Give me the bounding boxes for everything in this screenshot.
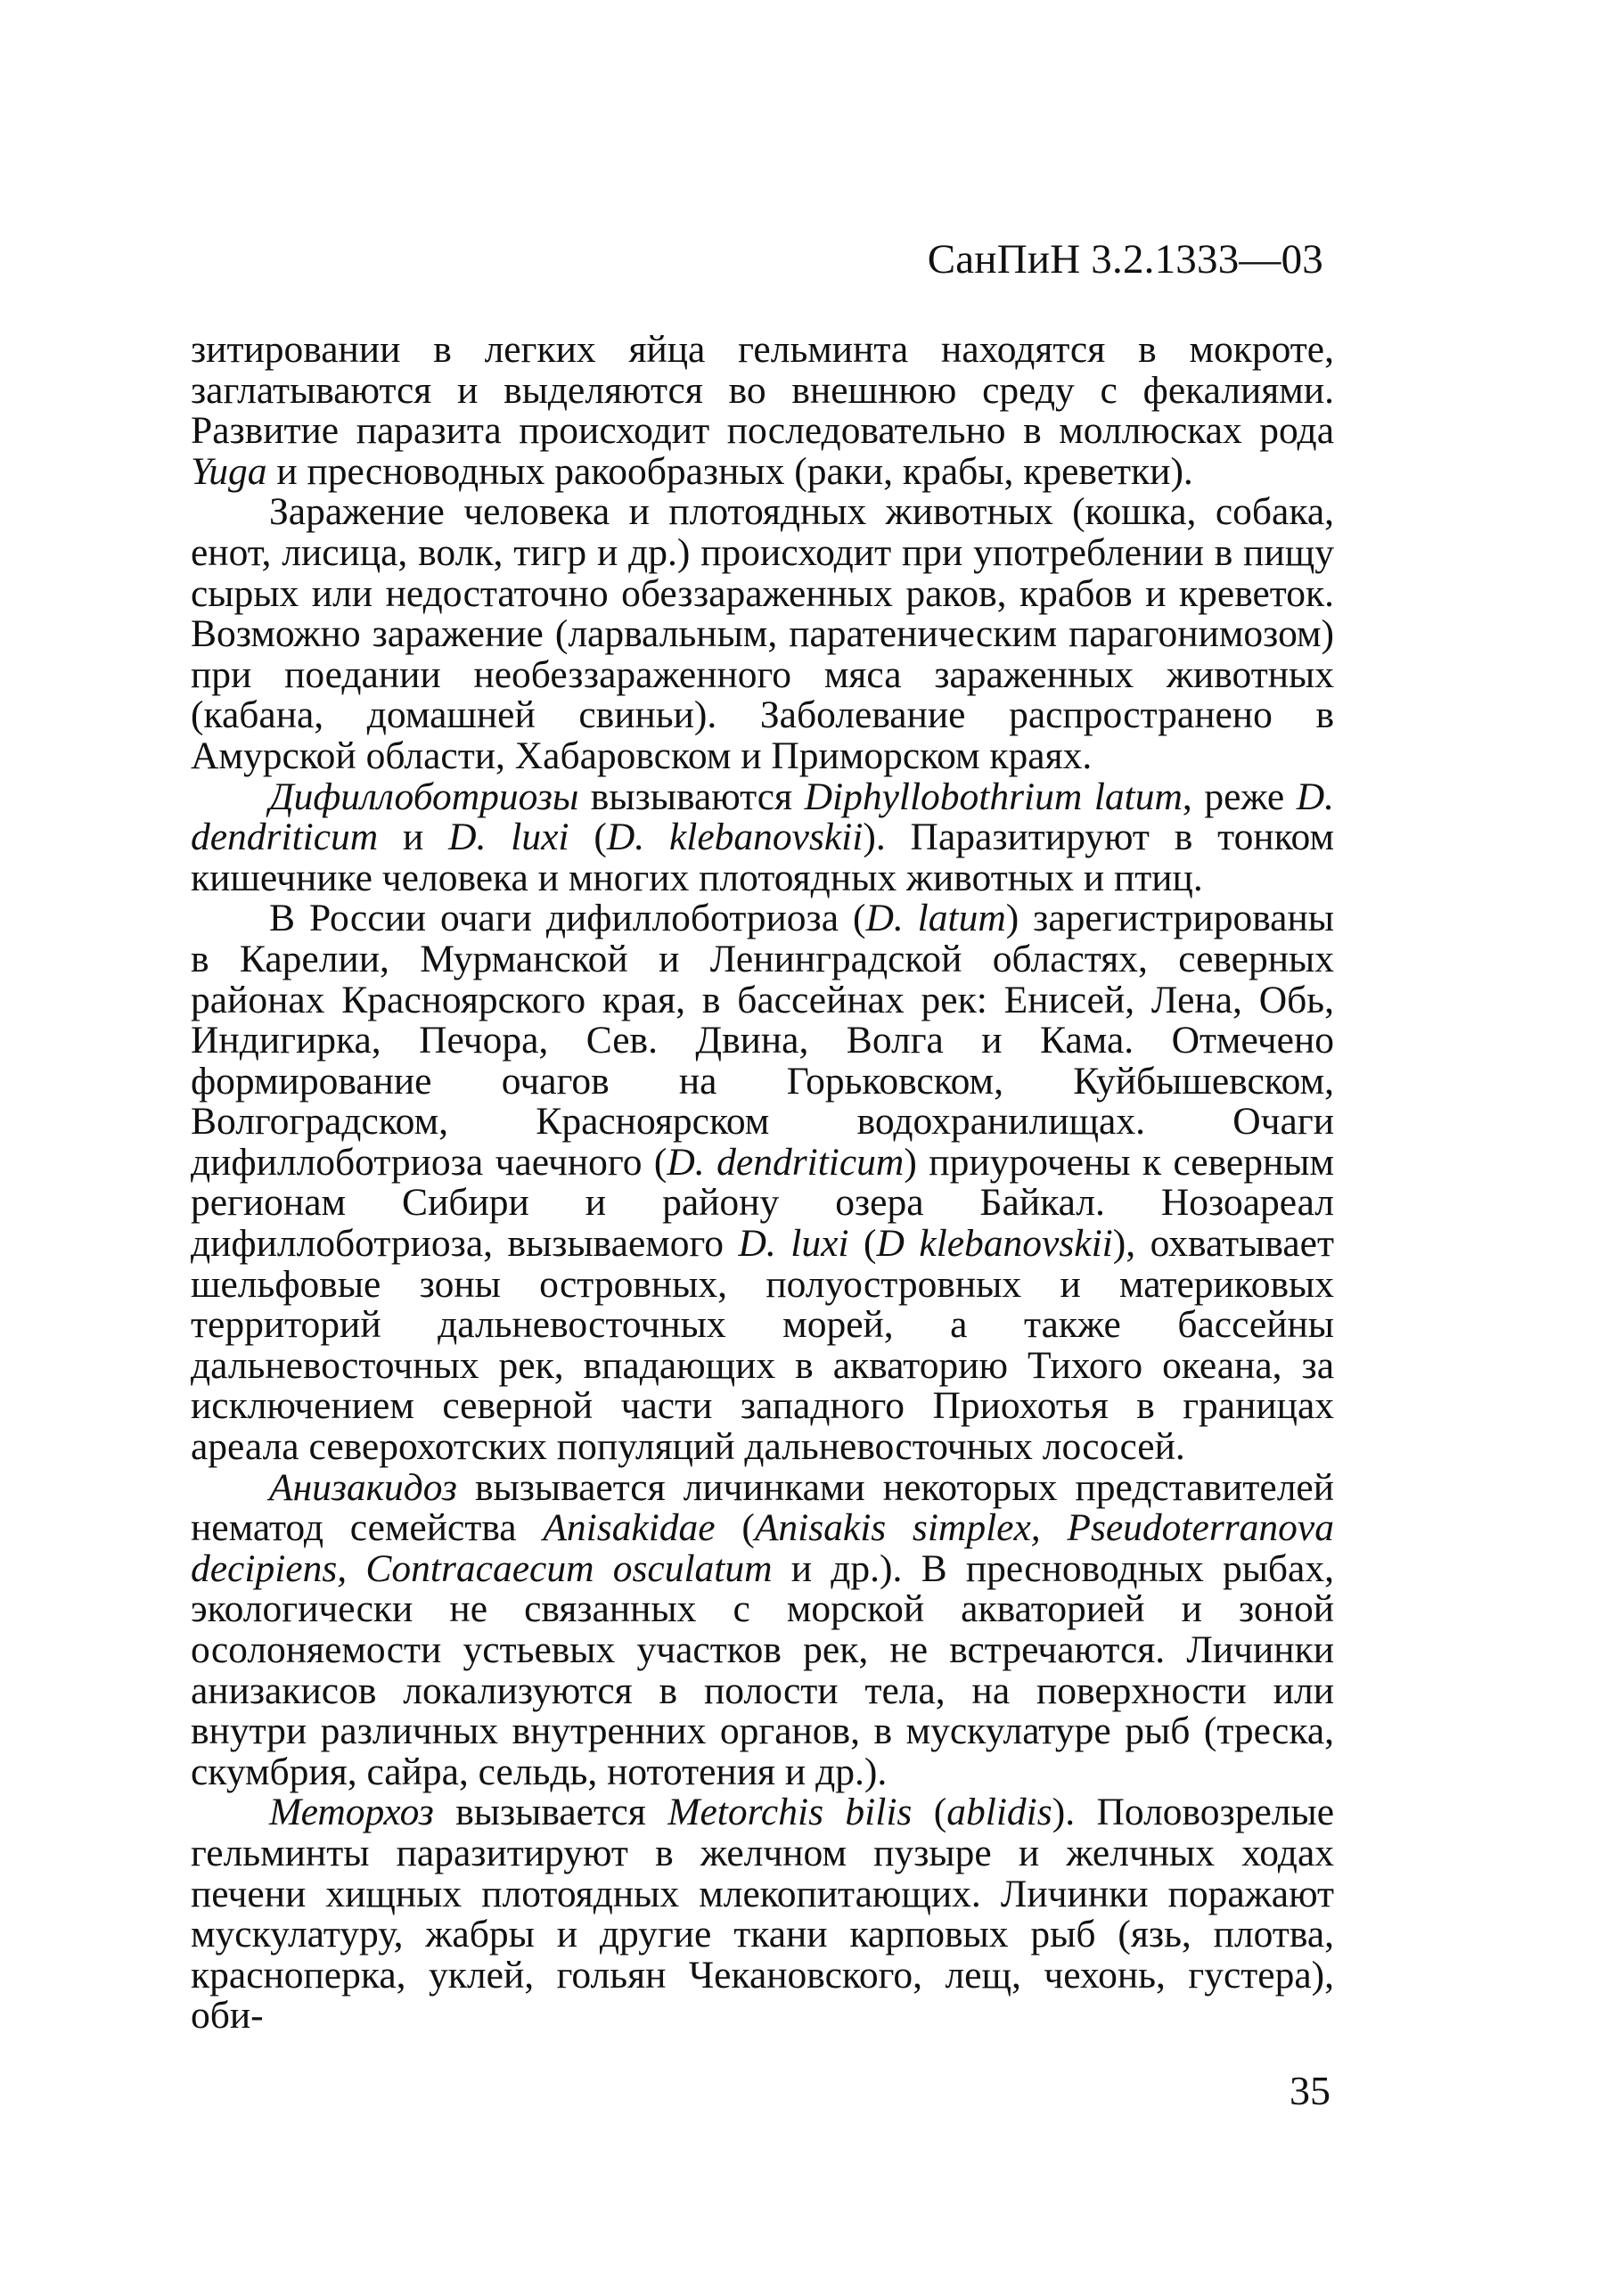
text-run: , реже — [1182, 775, 1297, 818]
paragraph — [191, 1792, 1334, 2037]
text-run-italic: Анизакидоз — [269, 1465, 457, 1509]
text-run: В России очаги дифиллоботриоза ( — [269, 897, 866, 940]
text-run-italic: Anisakis simplex, Pseudoterranova decipiens, Contracaecum osculatum — [191, 1506, 1334, 1590]
text-run-italic: D. luxi — [738, 1222, 849, 1266]
text-run: и пресноводных ракообразных (раки, крабы, креветки). — [266, 449, 1193, 493]
body-text — [191, 330, 1334, 2037]
text-run-italic: D. klebanovskii — [606, 816, 864, 859]
text-run: ), охватывает шельфовые зоны островных, полуостровных и материковых территорий дальневосточных морей, а также бассейны дальневосточных рек, впадающих в акваторию Тихого океана, за исключением северной части западного Приохотья в границах ареала северохотских популяций дальневосточных лососей. — [191, 1222, 1334, 1469]
text-run: зитировании в легких яйца гельминта находятся в мокроте, заглатываются и выделяются во внешнюю среду с фекалиями. Развитие паразита происходит последовательно в моллюсках рода — [191, 328, 1334, 453]
text-run-italic: ablidis — [946, 1791, 1052, 1834]
text-run-italic: Дифиллоботриозы — [269, 775, 579, 818]
text-run-italic: Yuga — [191, 449, 267, 493]
text-run: ) зарегистрированы в Карелии, Мурманской и Ленинградской областях, северных районах Красноярского края, в бассейнах рек: Енисей, Лена, Обь, Индигирка, Печора, Сев. Двина, Волга и Кама. Отмечено формирование очагов на Горьковском, Куйбышевском, Волгоградском, Красноярском водохранилищах. Очаги дифиллоботриоза чаечного ( — [191, 897, 1334, 1184]
text-run-italic: Diphyllobothrium latum — [804, 775, 1183, 818]
paragraph — [191, 1465, 1334, 1793]
text-run: и — [378, 816, 449, 859]
paragraph — [191, 777, 1334, 899]
text-run-italic: D. luxi — [448, 816, 569, 859]
text-run: Заражение человека и плотоядных животных (кошка, собака, енот, лисица, волк, тигр и др.) происходит при употреблении в пищу сырых или недостаточно обеззараженных раков, крабов и креветок. Возможно заражение (ларвальным, паратеническим парагонимозом) при поедании необеззараженного мяса зараженных животных (кабана, домашней свиньи). Заболевание распространено в Амурской области, Хабаровском и Приморском краях. — [191, 490, 1334, 777]
text-run-italic: D. dendriticum — [191, 775, 1334, 859]
text-run-italic: Меторхоз — [269, 1791, 434, 1834]
page-number: 35 — [1290, 2068, 1331, 2113]
text-run: ( — [848, 1222, 877, 1266]
text-run-italic: Metorchis bilis — [667, 1791, 913, 1834]
text-run: ( — [912, 1791, 947, 1834]
text-run: ) приурочены к северным регионам Сибири и району озера Байкал. Нозоареал дифиллоботриоза, вызываемого — [191, 1140, 1334, 1266]
text-run-italic: D. dendriticum — [667, 1140, 905, 1184]
text-run: ( — [569, 816, 607, 859]
text-run: ). Половозрелые гельминты паразитируют в желчном пузыре и желчных ходах печени хищных плотоядных млекопитающих. Личинки поражают мускулатуру, жабры и другие ткани карповых рыб (язь, плотва, красноперка, уклей, гольян Чекановского, лещ, чехонь, густера), оби- — [191, 1791, 1334, 2038]
paragraph — [191, 330, 1334, 492]
text-run: вызывается личинками некоторых представителей нематод семейства — [191, 1465, 1334, 1550]
text-run: ). Паразитируют в тонком кишечнике человека и многих плотоядных животных и птиц. — [191, 816, 1334, 899]
text-run: и др.). В пресноводных рыбах, экологически не связанных с морской акваторией и зоной осолоняемости устьевых участков рек, не встречаются. Личинки анизакисов локализуются в полости тела, на поверхности или внутри различных внутренних органов, в мускулатуре рыб (треска, скумбрия, сайра, сельдь, нототения и др.). — [191, 1546, 1334, 1793]
text-run: вызывается — [433, 1791, 668, 1834]
document-code-header: СанПиН 3.2.1333—03 — [927, 236, 1323, 283]
text-run-italic: Anisakidae — [543, 1506, 716, 1550]
paragraph — [191, 492, 1334, 776]
text-run: вызываются — [578, 775, 805, 818]
text-run: ( — [715, 1506, 755, 1550]
paragraph — [191, 898, 1334, 1467]
text-run-italic: D klebanovskii — [876, 1222, 1113, 1266]
text-run-italic: D. latum — [865, 897, 1006, 940]
